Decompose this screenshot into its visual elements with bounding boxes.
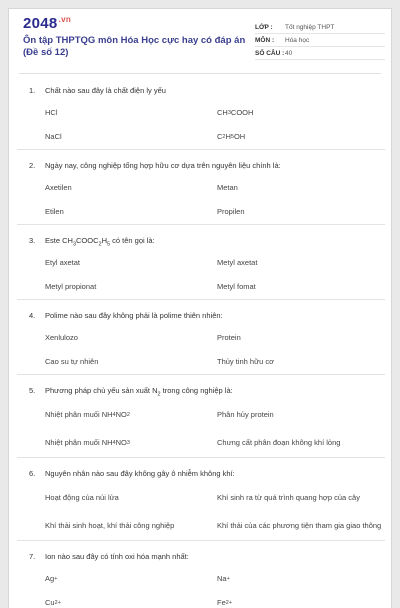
question-header xyxy=(17,300,385,326)
answer-option[interactable]: Na + xyxy=(217,574,230,583)
question-list xyxy=(9,75,392,608)
answer-option[interactable]: Nhiệt phân muối NH 4 NO 2 xyxy=(45,410,130,419)
answer-options xyxy=(17,401,385,457)
question-text: Polime nào sau đây không phải là polime thiên nhiên: xyxy=(45,311,223,320)
question-7 xyxy=(17,541,385,608)
meta-row-count xyxy=(255,47,385,60)
page-title: Ôn tập THPTQG môn Hóa Học cực hay có đáp án (Đề số 12) xyxy=(23,35,246,58)
answer-option[interactable]: CH 3 COOH xyxy=(217,108,254,117)
header xyxy=(9,9,391,73)
question-number: 7. xyxy=(29,552,36,561)
answer-option[interactable]: Axetilen xyxy=(45,183,72,192)
logo-text: 2048 xyxy=(23,15,58,32)
answer-option[interactable]: Khí sinh ra từ quá trình quang hợp của cây xyxy=(217,493,360,502)
question-header xyxy=(17,150,385,176)
answer-options xyxy=(17,567,385,608)
question-number: 3. xyxy=(29,236,36,245)
answer-option[interactable]: Chưng cất phân đoạn không khí lỏng xyxy=(217,438,341,447)
meta-row-level xyxy=(255,21,385,34)
answer-option[interactable]: Nhiệt phân muối NH 4 NO 3 xyxy=(45,438,130,447)
question-header xyxy=(17,375,385,401)
question-number: 1. xyxy=(29,86,36,95)
answer-option[interactable]: Protein xyxy=(217,333,241,342)
question-text: Este $CH_3COOC_2H_5$ có tên gọi là: xyxy=(45,236,155,248)
answer-option[interactable]: HCl xyxy=(45,108,58,117)
answer-option[interactable]: Metyl axetat xyxy=(217,258,258,267)
answer-option[interactable]: Khí thải sinh hoạt, khí thải công nghiệp xyxy=(45,521,175,530)
answer-option[interactable]: Cu 2+ xyxy=(45,598,61,607)
question-header xyxy=(17,75,385,101)
exam-meta xyxy=(255,21,385,60)
meta-value: Hóa học xyxy=(285,36,310,44)
meta-value: Tốt nghiệp THPT xyxy=(285,23,335,31)
answer-option[interactable]: Propilen xyxy=(217,207,245,216)
answer-option[interactable]: Hoạt động của núi lửa xyxy=(45,493,119,502)
answer-option[interactable]: Ag + xyxy=(45,574,58,583)
question-text: Nguyên nhân nào sau đây không gây ô nhiễm không khí: xyxy=(45,469,235,478)
answer-option[interactable]: Metan xyxy=(217,183,238,192)
question-text: Ngày nay, công nghiệp tổng hợp hữu cơ dựa trên nguyên liệu chính là: xyxy=(45,161,281,170)
answer-options xyxy=(17,176,385,224)
answer-options xyxy=(17,484,385,540)
meta-value: 40 xyxy=(285,49,293,57)
meta-key: LỚP : xyxy=(255,23,273,31)
answer-option[interactable]: Etilen xyxy=(45,207,64,216)
question-number: 4. xyxy=(29,311,36,320)
answer-option[interactable]: Phân hủy protein xyxy=(217,410,274,419)
meta-key: MÔN : xyxy=(255,36,275,44)
question-text: Chất nào sau đây là chất điện ly yếu xyxy=(45,86,166,95)
answer-option[interactable]: Fe 2+ xyxy=(217,598,233,607)
logo-suffix: .vn xyxy=(58,15,72,24)
question-6 xyxy=(17,458,385,541)
answer-option[interactable]: Thủy tinh hữu cơ xyxy=(217,357,275,366)
question-header xyxy=(17,541,385,567)
answer-option[interactable]: NaCl xyxy=(45,132,62,141)
question-2 xyxy=(17,150,385,225)
question-4 xyxy=(17,300,385,375)
answer-options xyxy=(17,251,385,299)
question-text: Phương pháp chủ yếu sản xuất $N_2$ trong công nghiệp là: xyxy=(45,386,233,398)
question-header xyxy=(17,458,385,484)
site-logo[interactable] xyxy=(23,15,71,32)
question-1 xyxy=(17,75,385,150)
header-divider xyxy=(19,73,381,74)
meta-row-subject xyxy=(255,34,385,47)
question-5 xyxy=(17,375,385,458)
answer-options xyxy=(17,101,385,149)
answer-options xyxy=(17,326,385,374)
answer-option[interactable]: Cao su tự nhiên xyxy=(45,357,99,366)
question-header xyxy=(17,225,385,251)
meta-key: SỐ CÂU : xyxy=(255,49,285,57)
answer-option[interactable]: Khí thải của các phương tiện tham gia giao thông xyxy=(217,521,382,530)
answer-option[interactable]: Etyl axetat xyxy=(45,258,81,267)
exam-page xyxy=(8,8,392,608)
question-number: 2. xyxy=(29,161,36,170)
question-number: 6. xyxy=(29,469,36,478)
question-3 xyxy=(17,225,385,300)
question-number: 5. xyxy=(29,386,36,395)
answer-option[interactable]: C 2 H 5 OH xyxy=(217,132,246,141)
answer-option[interactable]: Xenlulozo xyxy=(45,333,78,342)
question-text: Ion nào sau đây có tính oxi hóa mạnh nhất: xyxy=(45,552,189,561)
answer-option[interactable]: Metyl propionat xyxy=(45,282,97,291)
answer-option[interactable]: Metyl fomat xyxy=(217,282,256,291)
